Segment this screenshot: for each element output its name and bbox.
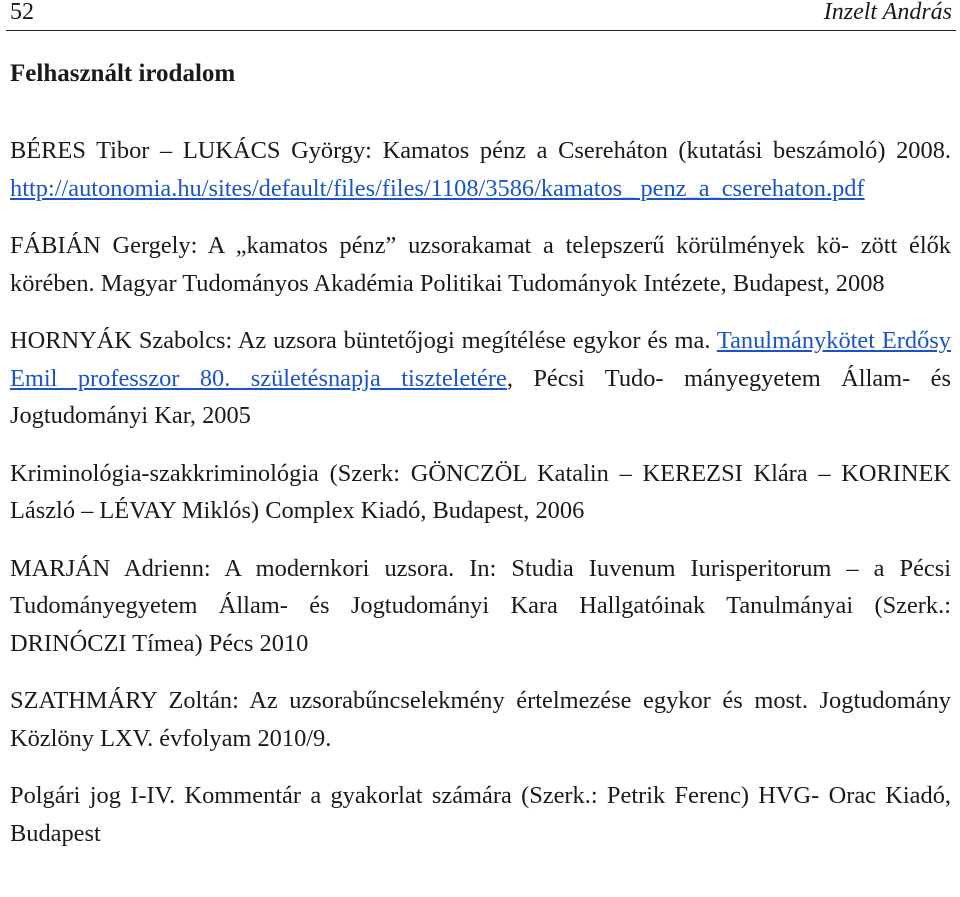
reference-list — [10, 132, 958, 852]
page-number: 52 — [10, 0, 34, 25]
reference-text: MARJÁN Adrienn: A modernkori uzsora. In: Studia Iuvenum Iurisperitorum – a Pécsi Tudományegyetem Állam- és Jogtudományi Kara Hallgatóinak Tanulmányai (Szerk.: DRINÓCZI Tímea) Pécs 2010 — [10, 554, 958, 657]
page-header — [6, 0, 956, 31]
reference-entry — [10, 132, 958, 207]
reference-link[interactable]: http://autonomia.hu/sites/default/files/files/1108/3586/kamatos_ penz_a_cserehaton.pdf — [10, 174, 865, 202]
reference-text: BÉRES Tibor – LUKÁCS György: Kamatos pénz a Csereháton (kutatási beszámoló) 2008. — [10, 137, 958, 164]
reference-text: Polgári jog I-IV. Kommentár a gyakorlat számára (Szerk.: Petrik Ferenc) HVG- Orac Kiadó, Budapest — [10, 782, 958, 847]
reference-text: FÁBIÁN Gergely: A „kamatos pénz” uzsorakamat a telepszerű körülmények kö- zött élők körében. Magyar Tudományos Akadémia Politikai Tudományok Intézete, Budapest, 2008 — [10, 232, 958, 297]
reference-entry — [10, 550, 958, 663]
reference-entry — [10, 777, 958, 852]
section-title: Felhasznált irodalom — [10, 60, 236, 87]
reference-entry — [10, 227, 958, 302]
reference-text: , Pécsi Tudo- mányegyetem Állam- és Jogtudományi Kar, 2005 — [10, 364, 958, 429]
reference-text: HORNYÁK Szabolcs: Az uzsora büntetőjogi megítélése egykor és ma. — [10, 327, 717, 354]
reference-link[interactable]: Tanulmánykötet Erdősy Emil professzor 80. születésnapja tiszteletére — [10, 327, 951, 392]
reference-text: Kriminológia-szakkriminológia (Szerk: GÖNCZÖL Katalin – KEREZSI Klára – KORINEK László – LÉVAY Miklós) Complex Kiadó, Budapest, 2006 — [10, 459, 958, 524]
reference-entry — [10, 455, 958, 530]
running-author: Inzelt András — [823, 0, 952, 25]
reference-text: SZATHMÁRY Zoltán: Az uzsorabűncselekmény értelmezése egykor és most. Jogtudomány Közlöny LXV. évfolyam 2010/9. — [10, 687, 958, 752]
reference-entry — [10, 682, 958, 757]
reference-entry — [10, 322, 958, 435]
